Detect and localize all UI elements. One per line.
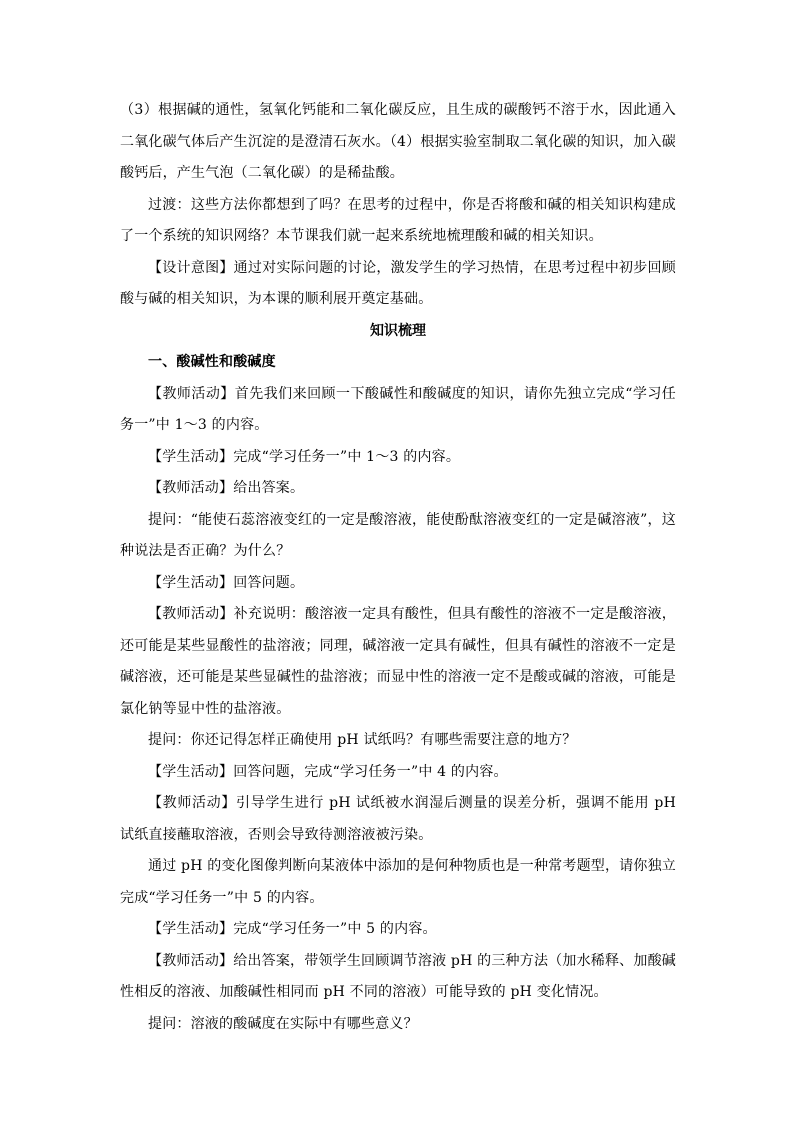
intro-paragraph-reagent-identification: （3）根据碱的通性，氢氧化钙能和二氧化碳反应，且生成的碳酸钙不溶于水，因此通入二氧化碳气体后产生沉淀的是澄清石灰水。（4）根据实验室制取二氧化碳的知识，加入碳酸钙后，产生气泡（二氧化碳）的是稀盐酸。 [120,102,676,181]
body-paragraph: 【教师活动】首先我们来回顾一下酸碱性和酸碱度的知识，请你先独立完成“学习任务一”中 1～3 的内容。 [120,385,676,433]
body-paragraph: 【教师活动】给出答案。 [148,480,305,496]
body-paragraph: 提问：你还记得怎样正确使用 pH 试纸吗？有哪些需要注意的地方？ [148,732,577,748]
body-paragraph: 【学生活动】回答问题。 [148,574,305,591]
body-paragraph: 通过 pH 的变化图像判断向某液体中添加的是何种物质也是一种常考题型，请你独立完成“学习任务一”中 5 的内容。 [120,858,676,906]
body-paragraph: 提问：“能使石蕊溶液变红的一定是酸溶液，能使酚酞溶液变红的一定是碱溶液”，这种说法是否正确？为什么？ [120,511,676,559]
body-paragraph: 【教师活动】给出答案，带领学生回顾调节溶液 pH 的三种方法（加水稀释、加酸碱性相反的溶液、加酸碱性相同而 pH 不同的溶液）可能导致的 pH 变化情况。 [120,952,676,1000]
subsection-title: 一、酸碱性和酸碱度 [148,354,276,370]
body-paragraph: 【教师活动】补充说明：酸溶液一定具有酸性，但具有酸性的溶液不一定是酸溶液，还可能是某些显酸性的盐溶液；同理，碱溶液一定具有碱性，但具有碱性的溶液不一定是碱溶液，还可能是某些显碱性的盐溶液；而显中性的溶液一定不是酸或碱的溶液，可能是氯化钠等显中性的盐溶液。 [120,606,676,717]
body-paragraph: 【学生活动】完成“学习任务一”中 5 的内容。 [148,921,437,937]
intro-paragraph-design-intent: 【设计意图】通过对实际问题的讨论，激发学生的学习热情，在思考过程中初步回顾酸与碱的相关知识，为本课的顺利展开奠定基础。 [120,259,676,307]
section-title: 知识梳理 [370,322,426,339]
body-paragraph: 【教师活动】引导学生进行 pH 试纸被水润湿后测量的误差分析，强调不能用 pH 试纸直接蘸取溶液，否则会导致待测溶液被污染。 [120,795,676,843]
document-body [120,95,676,1040]
body-paragraph: 【学生活动】完成“学习任务一”中 1～3 的内容。 [148,448,461,465]
body-paragraph: 【学生活动】回答问题，完成“学习任务一”中 4 的内容。 [148,763,508,780]
intro-paragraph-transition: 过渡：这些方法你都想到了吗？在思考的过程中，你是否将酸和碱的相关知识构建成了一个系统的知识网络？本节课我们就一起来系统地梳理酸和碱的相关知识。 [120,196,676,244]
body-paragraph: 提问：溶液的酸碱度在实际中有哪些意义？ [148,1015,418,1032]
